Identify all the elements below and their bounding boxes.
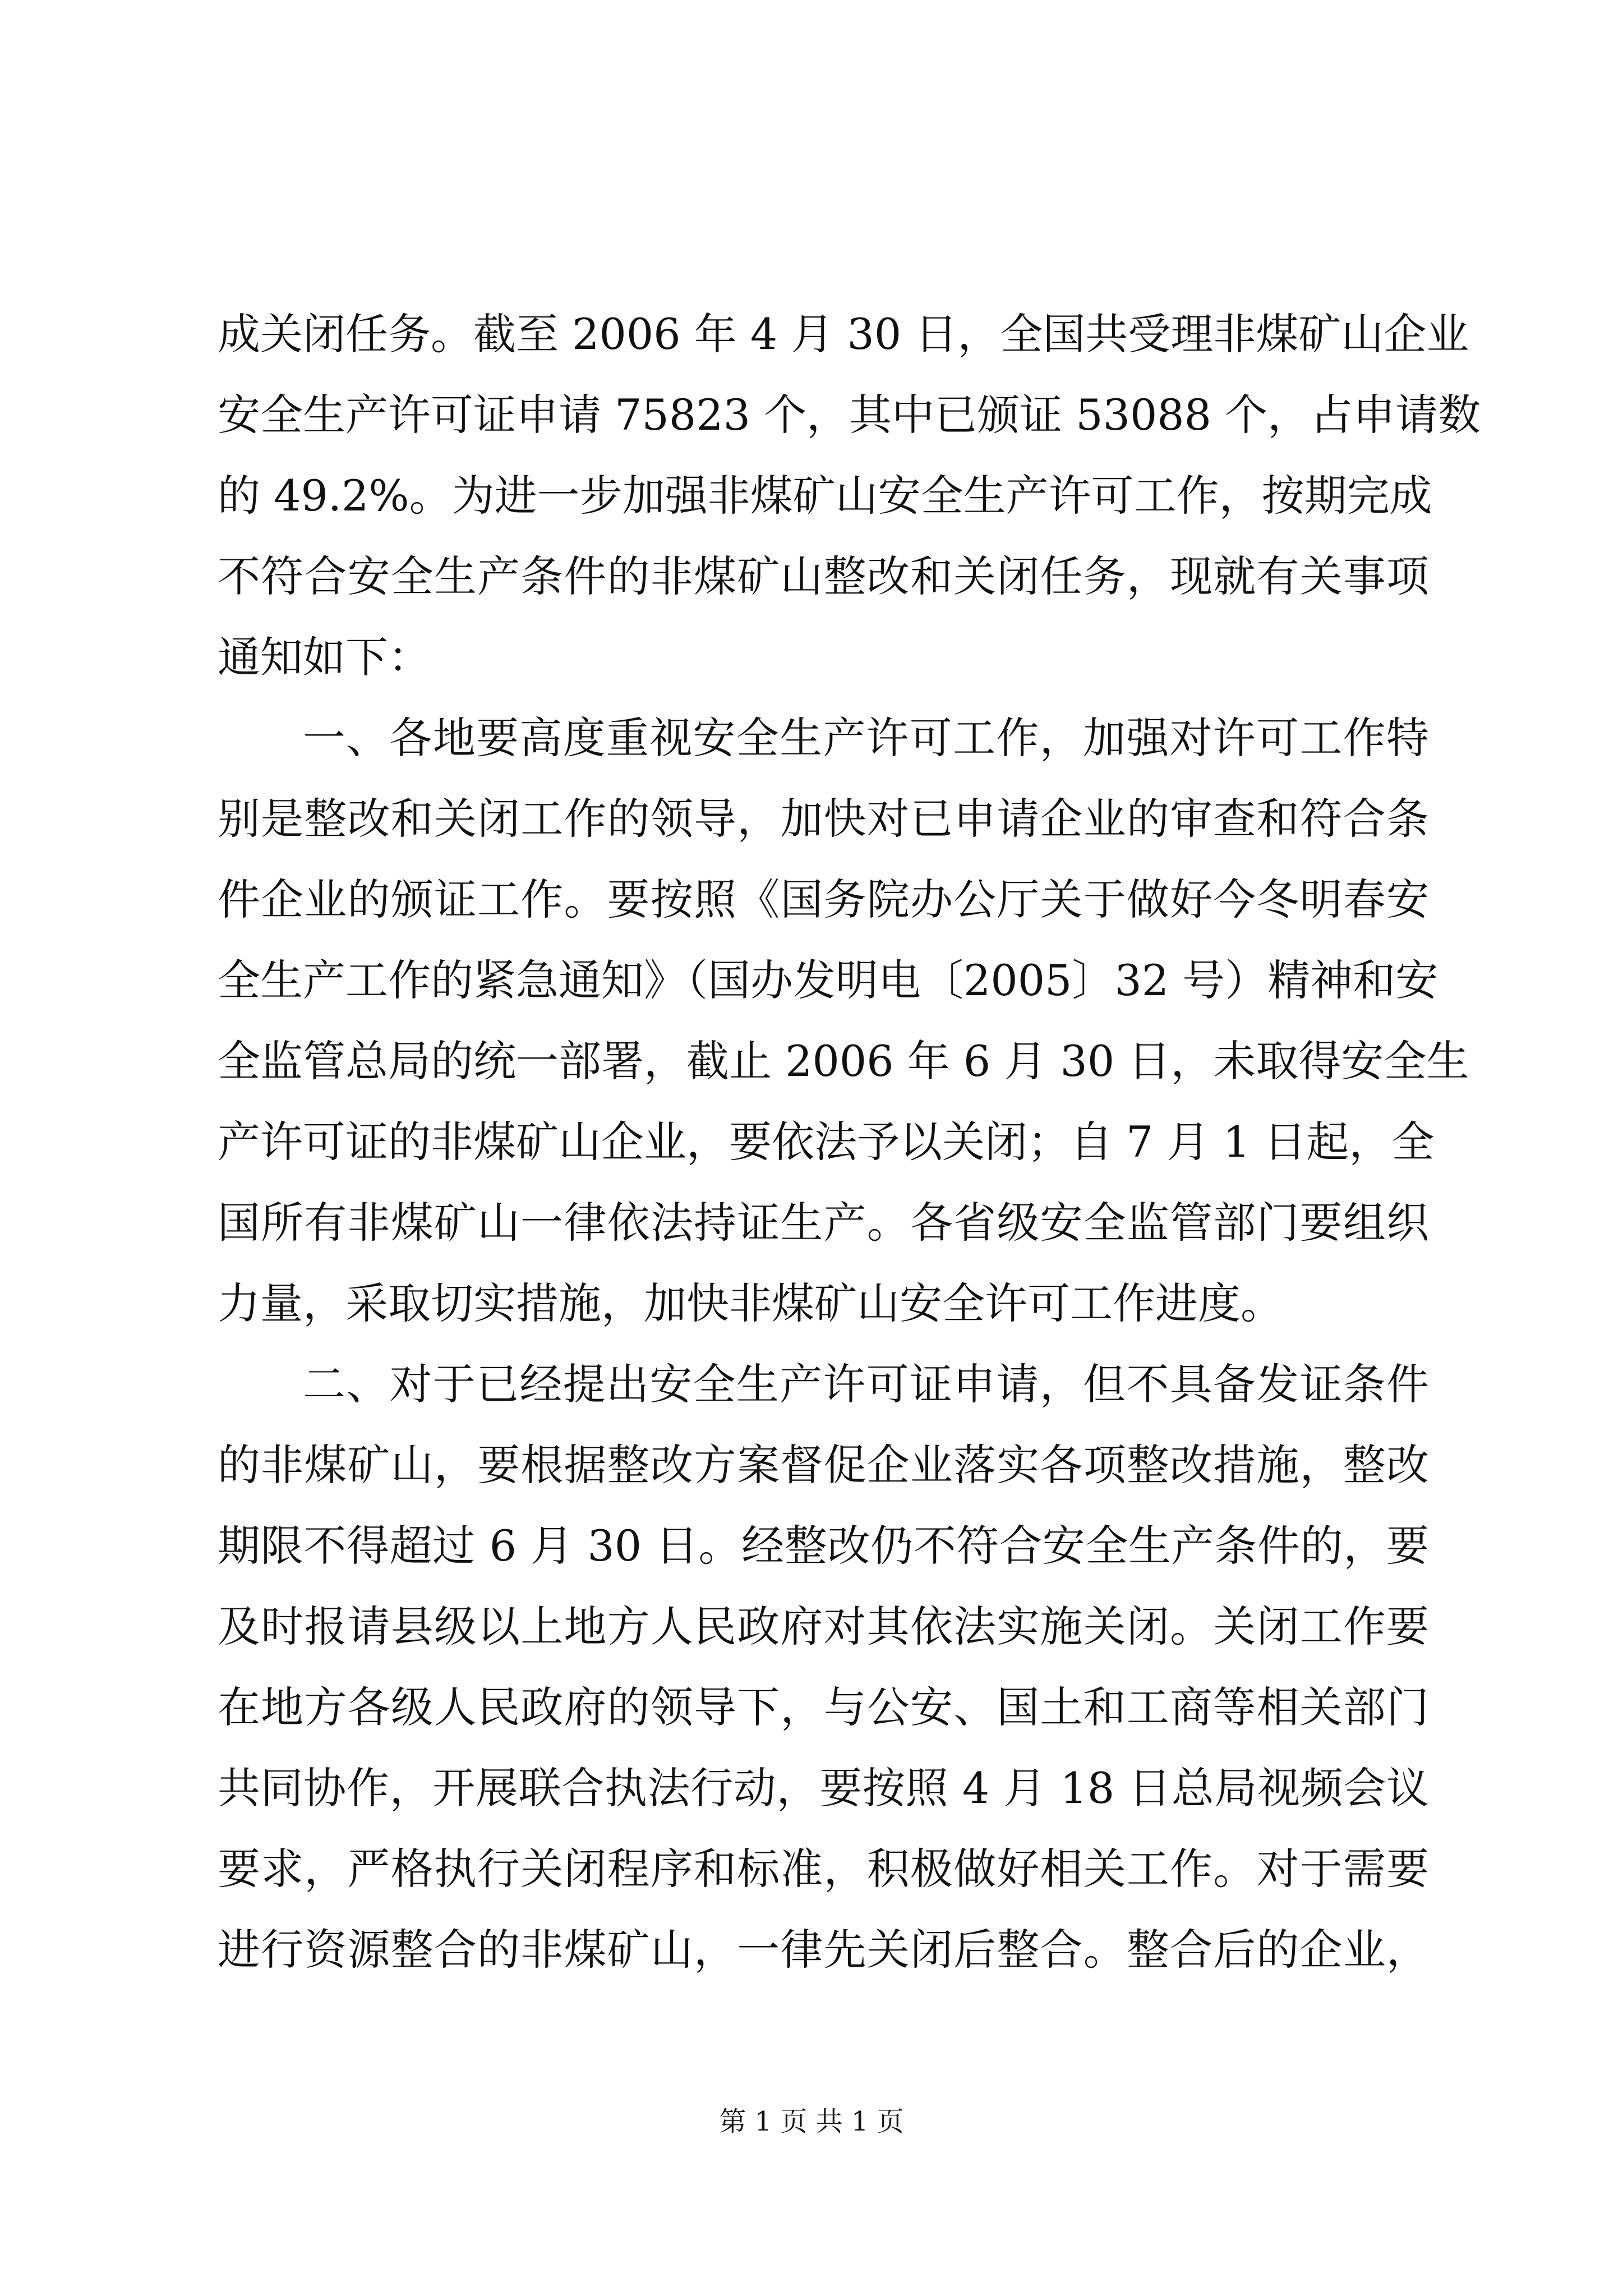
text-line: 共同协作，开展联合执法行动，要按照 4 月 18 日总局视频会议 (218, 1763, 1429, 1813)
text-line: 国所有非煤矿山一律依法持证生产。各省级安全监管部门要组织 (218, 1198, 1429, 1248)
page-footer: 第 1 页 共 1 页 (719, 2106, 904, 2137)
text-line: 别是整改和关闭工作的领导，加快对已申请企业的审查和符合条 (218, 794, 1429, 844)
text-line: 产许可证的非煤矿山企业，要依法予以关闭；自 7 月 1 日起，全 (218, 1117, 1435, 1167)
text-line: 在地方各级人民政府的领导下，与公安、国土和工商等相关部门 (218, 1682, 1429, 1732)
text-line: 不符合安全生产条件的非煤矿山整改和关闭任务，现就有关事项 (218, 551, 1429, 601)
text-line: 的 49.2%。为进一步加强非煤矿山安全生产许可工作，按期完成 (218, 471, 1432, 521)
paragraph-1-start: 一、各地要高度重视安全生产许可工作，加强对许可工作特 (303, 713, 1429, 763)
text-line: 的非煤矿山，要根据整改方案督促企业落实各项整改措施，整改 (218, 1440, 1429, 1490)
text-line: 及时报请县级以上地方人民政府对其依法实施关闭。关闭工作要 (218, 1602, 1429, 1651)
document-body (218, 294, 1481, 1990)
text-line: 期限不得超过 6 月 30 日。经整改仍不符合安全生产条件的，要 (218, 1521, 1429, 1571)
text-line: 力量，采取切实措施，加快非煤矿山安全许可工作进度。 (218, 1278, 1283, 1328)
paragraph-2-start: 二、对于已经提出安全生产许可证申请，但不具备发证条件 (303, 1359, 1429, 1409)
text-line: 要求，严格执行关闭程序和标准，积极做好相关工作。对于需要 (218, 1844, 1429, 1894)
text-line: 全监管总局的统一部署，截止 2006 年 6 月 30 日，未取得安全生 (218, 1036, 1469, 1086)
text-line: 通知如下： (218, 632, 431, 682)
text-line: 全生产工作的紧急通知》（国办发明电〔2005〕32 号）精神和安 (218, 955, 1438, 1005)
text-line: 件企业的颁证工作。要按照《国务院办公厅关于做好今冬明春安 (218, 875, 1429, 924)
text-line: 成关闭任务。截至 2006 年 4 月 30 日，全国共受理非煤矿山企业 (218, 309, 1469, 359)
text-line: 进行资源整合的非煤矿山，一律先关闭后整合。整合后的企业， (218, 1925, 1429, 1975)
text-line: 安全生产许可证申请 75823 个，其中已颁证 53088 个，占申请数 (218, 390, 1481, 440)
